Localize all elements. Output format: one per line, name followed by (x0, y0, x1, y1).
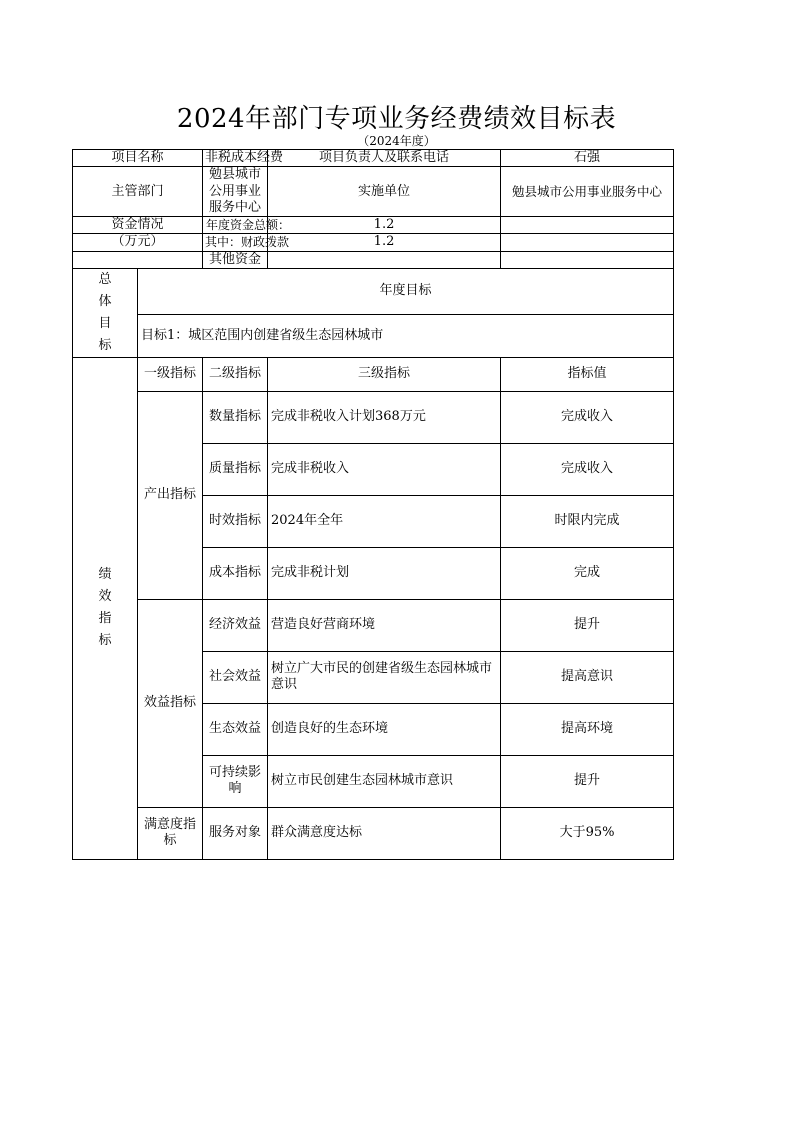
fund-fiscal-empty (501, 234, 674, 251)
annual-target-label: 年度目标 (138, 268, 674, 314)
table-row (73, 391, 674, 443)
fund-fiscal-row (73, 234, 674, 251)
head-value: 指标值 (501, 357, 674, 391)
annual-target-header-row (73, 268, 674, 314)
row-level2: 社会效益 (203, 651, 268, 703)
row-level2: 质量指标 (203, 443, 268, 495)
fund-total-row (73, 217, 674, 234)
row-level3: 完成非税收入 (268, 443, 501, 495)
fund-other-label: 其他资金 (203, 251, 268, 268)
row-value: 完成收入 (501, 443, 674, 495)
head-level2: 二级指标 (203, 357, 268, 391)
fund-fiscal-value: 1.2 (268, 234, 501, 251)
row-level2: 成本指标 (203, 547, 268, 599)
department-row (73, 167, 674, 217)
dept-value: 勉县城市公用事业服务中心 (203, 167, 268, 217)
head-level3: 三级指标 (268, 357, 501, 391)
benefit-indicator-label: 效益指标 (138, 599, 203, 807)
table-row (73, 807, 674, 859)
fund-label-2: （万元） (73, 234, 203, 251)
contact-label: 项目负责人及联系电话 (268, 150, 501, 167)
row-level2: 数量指标 (203, 391, 268, 443)
row-level3: 群众满意度达标 (268, 807, 501, 859)
row-level3: 完成非税计划 (268, 547, 501, 599)
project-name-value: 非税成本经费 (203, 150, 268, 167)
row-level3: 2024年全年 (268, 495, 501, 547)
page-title: 2024年部门专项业务经费绩效目标表 (176, 104, 617, 134)
row-level3: 营造良好营商环境 (268, 599, 501, 651)
contact-value: 石强 (501, 150, 674, 167)
output-indicator-label: 产出指标 (138, 391, 203, 599)
fund-fiscal-label: 其中：财政拨款 (203, 234, 268, 251)
fund-total-empty (501, 217, 674, 234)
fund-other-value (268, 251, 501, 268)
row-level2: 经济效益 (203, 599, 268, 651)
row-level2: 服务对象 (203, 807, 268, 859)
row-value: 提高环境 (501, 703, 674, 755)
table-row (73, 599, 674, 651)
page-subtitle: （2024年度） (357, 134, 436, 148)
annual-target-row (73, 314, 674, 357)
row-level2: 可持续影响 (203, 755, 268, 807)
fund-other-spacer (73, 251, 203, 268)
impl-value: 勉县城市公用事业服务中心 (501, 167, 674, 217)
row-level2: 生态效益 (203, 703, 268, 755)
perf-header-row (73, 357, 674, 391)
row-value: 提高意识 (501, 651, 674, 703)
head-level1: 一级指标 (138, 357, 203, 391)
row-value: 完成 (501, 547, 674, 599)
impl-label: 实施单位 (268, 167, 501, 217)
satisfaction-indicator-label: 满意度指标 (138, 807, 203, 859)
dept-label: 主管部门 (73, 167, 203, 217)
fund-total-label: 年度资金总额： (203, 217, 268, 234)
annual-target-goal: 目标1：城区范围内创建省级生态园林城市 (138, 314, 674, 357)
row-value: 提升 (501, 599, 674, 651)
fund-total-value: 1.2 (268, 217, 501, 234)
row-value: 完成收入 (501, 391, 674, 443)
fund-other-row (73, 251, 674, 268)
perf-label-text: 绩效指标 (98, 567, 112, 649)
overall-target-label (73, 268, 138, 357)
row-level3: 创造良好的生态环境 (268, 703, 501, 755)
performance-target-table (72, 149, 674, 860)
row-value: 大于95% (501, 807, 674, 859)
project-name-label: 项目名称 (73, 150, 203, 167)
perf-label (73, 357, 138, 859)
fund-other-empty (501, 251, 674, 268)
row-value: 时限内完成 (501, 495, 674, 547)
row-level2: 时效指标 (203, 495, 268, 547)
row-level3: 树立广大市民的创建省级生态园林城市意识 (268, 651, 501, 703)
row-level3: 完成非税收入计划368万元 (268, 391, 501, 443)
row-level3: 树立市民创建生态园林城市意识 (268, 755, 501, 807)
project-name-row (73, 150, 674, 167)
row-value: 提升 (501, 755, 674, 807)
overall-target-text: 总体目标 (98, 271, 112, 353)
fund-label-1: 资金情况 (73, 217, 203, 234)
